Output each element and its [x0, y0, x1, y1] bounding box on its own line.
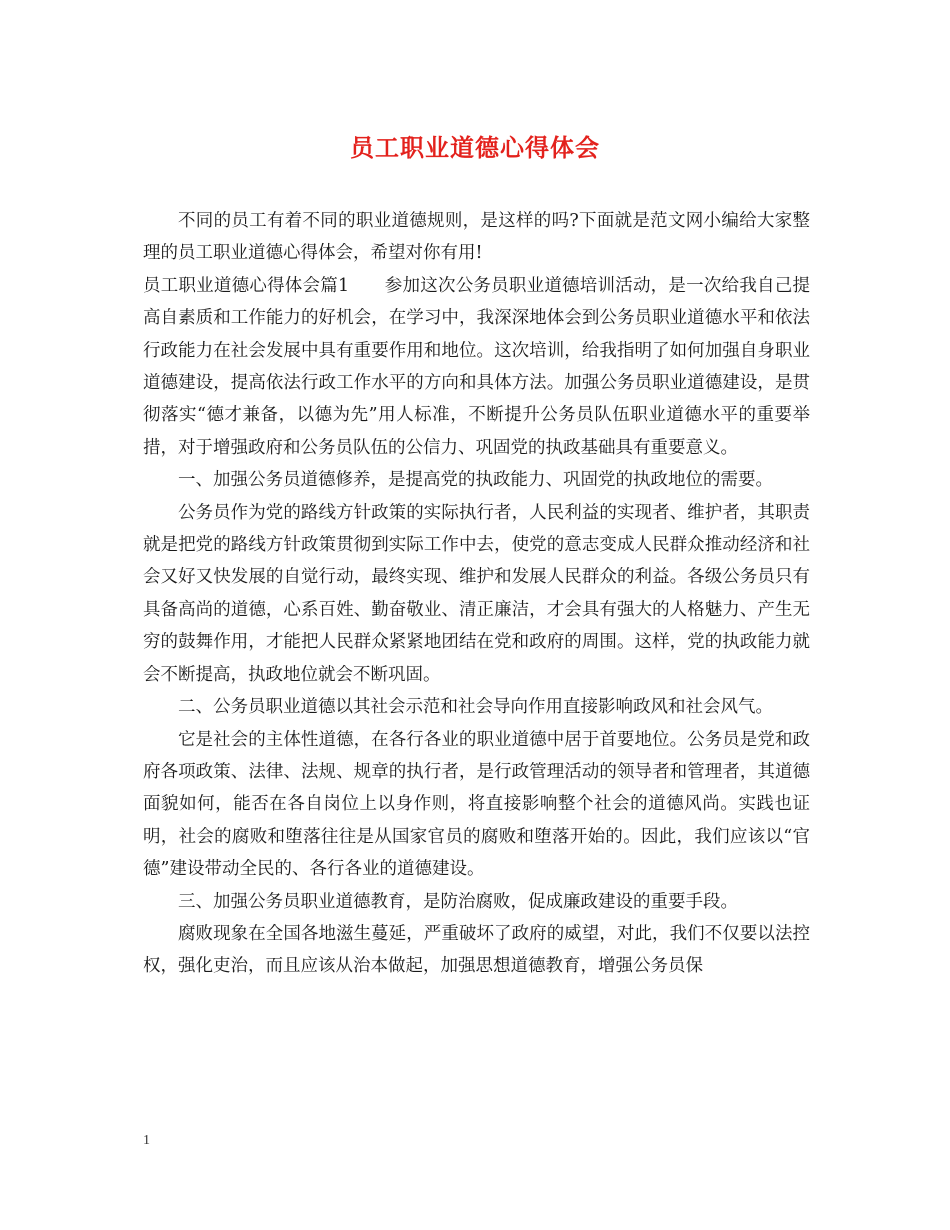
- section-1-paragraph: 公务员作为党的路线方针政策的实际执行者，人民利益的实现者、维护者，其职责就是把党的路线方针政策贯彻到实际工作中去，使党的意志变成人民群众推动经济和社会又好又快发展的自觉行动，最终实现、维护和发展人民群众的利益。各级公务员只有具备高尚的道德，心系百姓、勤奋敬业、清正廉洁，才会具有强大的人格魅力、产生无穷的鼓舞作用，才能把人民群众紧紧地团结在党和政府的周围。这样，党的执政能力就会不断提高，执政地位就会不断巩固。: [143, 502, 810, 685]
- page-title: 员工职业道德心得体会: [350, 133, 600, 162]
- section-3-heading: 三、加强公务员职业道德教育，是防治腐败，促成廉政建设的重要手段。: [178, 891, 738, 912]
- section-1-heading: 一、加强公务员道德修养，是提高党的执政能力、巩固党的执政地位的需要。: [178, 470, 773, 491]
- intro-paragraph: 不同的员工有着不同的职业道德规则，是这样的吗?下面就是范文网小编给大家整理的员工职业道德心得体会，希望对你有用!: [143, 211, 810, 264]
- section-2-paragraph: 它是社会的主体性道德，在各行各业的职业道德中居于首要地位。公务员是党和政府各项政策、法律、法规、规章的执行者，是行政管理活动的领导者和管理者，其道德面貌如何，能否在各自岗位上以身作则，将直接影响整个社会的道德风尚。实践也证明，社会的腐败和堕落往往是从国家官员的腐败和堕落开始的。因此，我们应该以“官德”建设带动全民的、各行各业的道德建设。: [143, 729, 810, 880]
- document-body: [143, 205, 810, 983]
- page-number: 1: [143, 1133, 150, 1148]
- section-3-paragraph: 腐败现象在全国各地滋生蔓延，严重破坏了政府的威望，对此，我们不仅要以法控权，强化吏治，而且应该从治本做起，加强思想道德教育，增强公务员保: [143, 923, 810, 977]
- article-1-paragraph: 员工职业道德心得体会篇1 参加这次公务员职业道德培训活动，是一次给我自己提高自素质和工作能力的好机会，在学习中，我深深地体会到公务员职业道德水平和依法行政能力在社会发展中具有重要作用和地位。这次培训，给我指明了如何加强自身职业道德建设，提高依法行政工作水平的方向和具体方法。加强公务员职业道德建设，是贯彻落实“德才兼备，以德为先”用人标准，不断提升公务员队伍职业道德水平的重要举措，对于增强政府和公务员队伍的公信力、巩固党的执政基础具有重要意义。: [143, 275, 810, 458]
- section-2-heading: 二、公务员职业道德以其社会示范和社会导向作用直接影响政风和社会风气。: [178, 697, 773, 718]
